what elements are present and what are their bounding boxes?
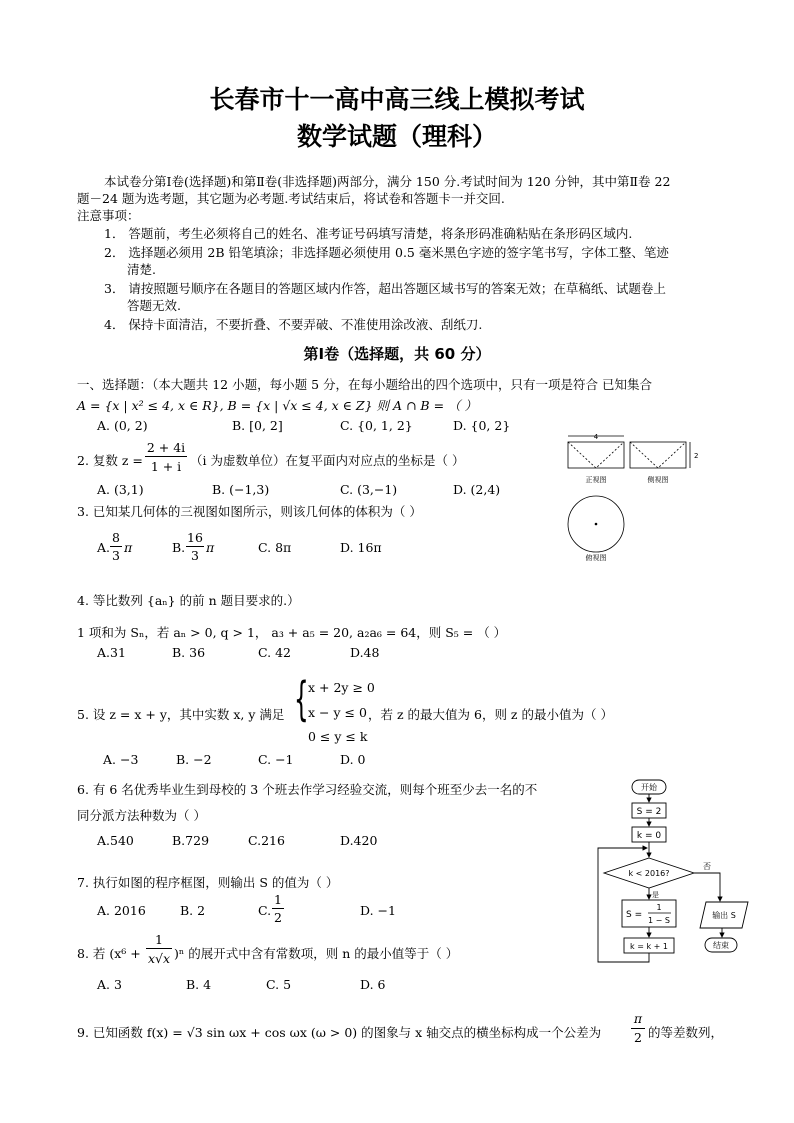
flow-assign-num: 1 (656, 903, 662, 912)
q4-option-c: C. 42 (258, 645, 291, 660)
q3-a-bar (110, 546, 122, 547)
q2-option-b: B. (−1,3) (212, 482, 270, 497)
intro-line-2: 题－24 题为选考题，其它题为必考题.考试结束后，将试卷和答题卡一并交回. (77, 191, 505, 206)
flow-output-text: 输出 S (712, 911, 736, 920)
q3-b-pi: π (206, 540, 215, 555)
flow-assign-lhs: S = (626, 910, 643, 920)
q3-option-d: D. 16π (340, 540, 382, 555)
notice-4: 4． 保持卡面清洁，不要折叠、不要弄破、不准使用涂改液、刮纸刀. (104, 317, 483, 332)
q9-frac-bar (631, 1028, 645, 1029)
q6-option-b: B.729 (172, 833, 210, 848)
q7-option-c-label: C. (258, 903, 272, 918)
flow-assign-den: 1 − S (648, 916, 670, 925)
q4-line-2: 1 项和为 Sₙ，若 aₙ > 0, q > 1， a₃ + a₅ = 20, a₂a₆ = 64，则 S₅ = （ ） (77, 625, 507, 640)
q2-frac-num: 2 + 4i (146, 440, 186, 455)
q1-option-a: A. (0, 2) (97, 418, 148, 433)
q7-c-bar (272, 908, 284, 909)
q8-frac-bar (146, 948, 172, 949)
q5-option-d: D. 0 (340, 752, 366, 767)
q5-option-c: C. −1 (258, 752, 294, 767)
q8-option-a: A. 3 (97, 977, 122, 992)
side-view-rect (630, 442, 686, 468)
q7-option-d: D. −1 (360, 903, 396, 918)
q2-option-d: D. (2,4) (453, 482, 501, 497)
q6-option-a: A.540 (97, 833, 134, 848)
front-view-rect (568, 442, 624, 468)
q5-constraint-2: x − y ≤ 0 (308, 705, 367, 720)
flow-no-label: 否 (703, 862, 711, 871)
q8-stem-post: )ⁿ 的展开式中含有常数项，则 n 的最小值等于（ ） (174, 946, 459, 961)
q1-stem: A = {x | x² ≤ 4, x ∈ R}, B = {x | √x ≤ 4, x ∈ Z} 则 A ∩ B = （ ） (77, 398, 478, 413)
q1-option-b: B. [0, 2] (232, 418, 283, 433)
notice-label: 注意事项： (77, 208, 140, 223)
q6-line-1: 6. 有 6 名优秀毕业生到母校的 3 个班去作学习经验交流，则每个班至少去一名的不 (77, 782, 538, 797)
q2-frac-bar (145, 456, 187, 457)
q7-c-den: 2 (274, 910, 282, 925)
q8-frac-num: 1 (155, 932, 163, 947)
q7-c-num: 1 (274, 892, 282, 907)
q3-stem: 3. 已知某几何体的三视图如图所示，则该几何体的体积为（ ） (77, 504, 422, 519)
q7-option-b: B. 2 (180, 903, 206, 918)
q6-option-c: C.216 (248, 833, 285, 848)
q3-a-den: 3 (112, 548, 120, 563)
intro-line-1: 本试卷分第Ⅰ卷(选择题)和第Ⅱ卷(非选择题)两部分，满分 150 分.考试时间为 120 分钟，其中第Ⅱ卷 22 (104, 174, 671, 189)
flow-inc-text: k = k + 1 (630, 942, 668, 951)
flow-cond-text: k < 2016? (628, 869, 670, 878)
q2-stem-post: （i 为虚数单位）在复平面内对应点的坐标是（ ） (190, 453, 465, 468)
q5-brace: { (294, 672, 309, 726)
q3-option-c: C. 8π (258, 540, 292, 555)
q2-option-c: C. (3,−1) (340, 482, 398, 497)
page-subtitle: 数学试题（理科） (296, 122, 497, 151)
q8-stem-pre: 8. 若 (x⁶ + (77, 946, 141, 961)
q4-option-d: D.48 (350, 645, 380, 660)
q5-option-a: A. −3 (103, 752, 139, 767)
flow-start-text: 开始 (641, 783, 657, 792)
flow-yes-label: 是 (652, 891, 659, 899)
q8-option-b: B. 4 (186, 977, 212, 992)
q3-a-num: 8 (112, 530, 120, 545)
q9-stem-post: 的等差数列， (648, 1025, 724, 1040)
q5-option-b: B. −2 (176, 752, 212, 767)
width-label: 4 (593, 433, 599, 441)
q7-option-a: A. 2016 (97, 903, 146, 918)
front-view-caption: 正视图 (585, 476, 607, 484)
q3-option-b-label: B. (172, 540, 186, 555)
q3-b-bar (186, 546, 204, 547)
q5-stem-post: ，若 z 的最大值为 6，则 z 的最小值为（ ） (368, 707, 613, 722)
q2-option-a: A. (3,1) (97, 482, 144, 497)
q4-line-1: 4. 等比数列 {aₙ} 的前 n 题目要求的.） (77, 593, 300, 608)
q3-a-pi: π (124, 540, 133, 555)
q9-frac-den: 2 (634, 1030, 642, 1045)
top-view-caption: 俯视图 (585, 554, 607, 562)
q6-option-d: D.420 (340, 833, 378, 848)
q9-frac-num: π (633, 1011, 643, 1026)
q8-option-d: D. 6 (360, 977, 386, 992)
flow-end-text: 结束 (713, 941, 729, 950)
q4-option-b: B. 36 (172, 645, 206, 660)
q3-option-a-label: A. (97, 540, 111, 555)
flow-init-k-text: k = 0 (636, 831, 662, 841)
q1-option-c: C. {0, 1, 2} (340, 418, 413, 433)
front-view-dash (568, 442, 624, 468)
side-view-dash (630, 442, 686, 468)
q4-option-a: A.31 (97, 645, 126, 660)
flow-init-s-text: S = 2 (636, 807, 662, 817)
q9-stem-pre: 9. 已知函数 f(x) = √3 sin ωx + cos ωx (ω > 0) 的图象与 x 轴交点的横坐标构成一个公差为 (77, 1025, 602, 1040)
q6-line-2: 同分派方法种数为（ ） (77, 808, 206, 823)
flow-arrow-no (694, 873, 720, 901)
notice-3: 3． 请按照题号顺序在各题目的答题区域内作答，超出答题区域书写的答案无效；在草稿纸、试题卷上 (104, 281, 666, 296)
side-view-caption: 侧视图 (647, 476, 669, 484)
q2-frac-den: 1 + i (150, 459, 182, 474)
q8-frac-den: x√x (147, 951, 171, 966)
part1-instruction: 一、选择题：（本大题共 12 小题，每小题 5 分，在每小题给出的四个选项中，只有一项是符合 已知集合 (77, 377, 652, 392)
q8-option-c: C. 5 (266, 977, 292, 992)
q7-stem: 7. 执行如图的程序框图，则输出 S 的值为（ ） (77, 875, 339, 890)
flowchart (588, 776, 758, 976)
page-title: 长春市十一高中高三线上模拟考试 (209, 85, 585, 114)
q5-stem-pre: 5. 设 z = x + y，其中实数 x, y 满足 (77, 707, 285, 722)
q3-b-den: 3 (191, 548, 199, 563)
q5-constraint-1: x + 2y ≥ 0 (308, 680, 375, 695)
height-label: 2 (694, 452, 699, 460)
notice-3-cont: 答题无效. (127, 298, 181, 313)
notice-2-cont: 清楚. (127, 262, 156, 277)
top-view-center (595, 523, 598, 526)
q2-stem-pre: 2. 复数 z = (77, 453, 143, 468)
q1-option-d: D. {0, 2} (453, 418, 511, 433)
q5-constraint-3: 0 ≤ y ≤ k (308, 729, 368, 744)
notice-1: 1． 答题前，考生必须将自己的姓名、准考证号码填写清楚，将条形码准确粘贴在条形码区域内. (104, 226, 633, 241)
notice-2: 2． 选择题必须用 2B 铅笔填涂；非选择题必须使用 0.5 毫米黑色字迹的签字笔书写，字体工整、笔迹 (104, 245, 669, 260)
q3-b-num: 16 (187, 530, 203, 545)
section-heading: 第Ⅰ卷（选择题，共 60 分） (303, 345, 491, 363)
three-view-figure (560, 430, 700, 565)
